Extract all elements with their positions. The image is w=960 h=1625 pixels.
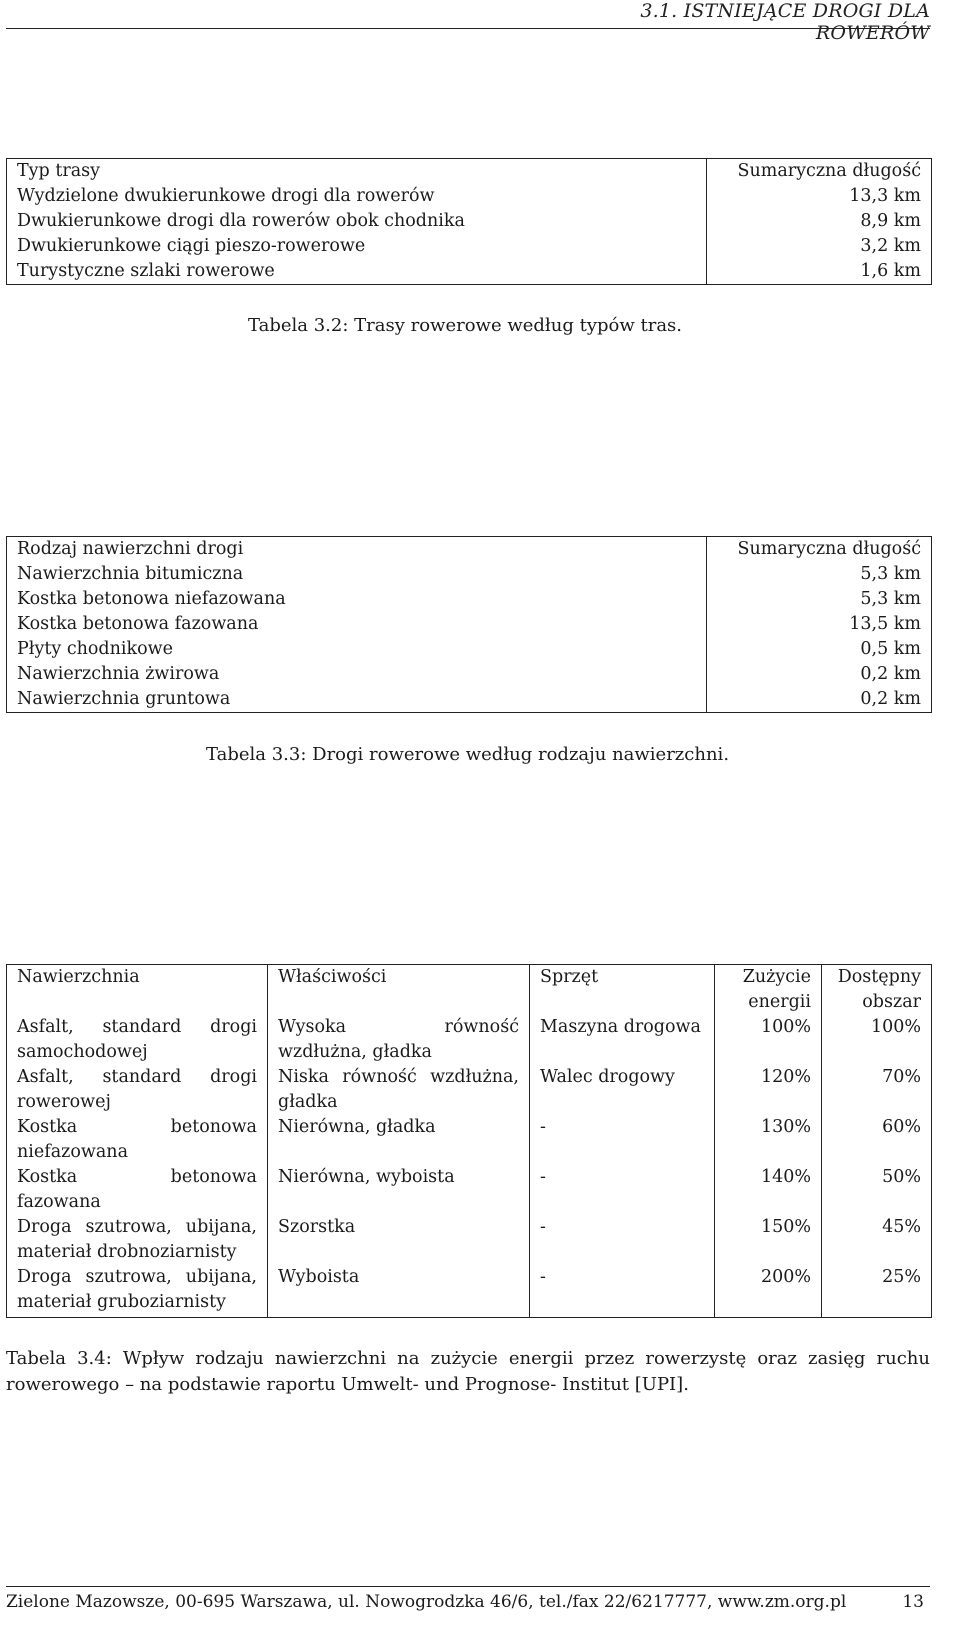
table-header-cell: Sprzęt — [530, 965, 715, 1016]
table-row — [7, 687, 932, 713]
table-cell: - — [530, 1165, 715, 1215]
table-cell: 150% — [715, 1215, 822, 1265]
table-caption: Tabela 3.4: Wpływ rodzaju nawierzchni na zużycie energii przez rowerzystę oraz zasięg ruchu rowerowego – na podstawie raportu Umwelt- und Prognose- Institut [UPI]. — [6, 1348, 930, 1395]
table-cell: 45% — [822, 1215, 932, 1265]
table-cell: 13,3 km — [707, 184, 932, 209]
table-row — [7, 587, 932, 612]
table-caption: Tabela 3.3: Drogi rowerowe według rodzaju nawierzchni. — [206, 744, 730, 765]
table-row — [7, 637, 932, 662]
table-cell: Wyboista — [268, 1265, 530, 1317]
header-rule — [6, 28, 930, 29]
table-cell: Płyty chodnikowe — [7, 637, 707, 662]
table-cell: 50% — [822, 1165, 932, 1215]
table-row — [7, 1065, 932, 1115]
table-cell: Wydzielone dwukierunkowe drogi dla rowerów — [7, 184, 707, 209]
table-cell: 60% — [822, 1115, 932, 1165]
footer-rule — [6, 1586, 930, 1587]
table-cell: 5,3 km — [707, 587, 932, 612]
table-cell: 100% — [822, 1015, 932, 1065]
table-row — [7, 184, 932, 209]
table-cell: Droga szutrowa, ubijana, materiał drobnoziarnisty — [7, 1215, 268, 1265]
table-cell: 25% — [822, 1265, 932, 1317]
table-cell: 0,2 km — [707, 687, 932, 713]
table-cell: Nierówna, gładka — [268, 1115, 530, 1165]
table-cell: Nawierzchnia gruntowa — [7, 687, 707, 713]
table-row — [7, 1165, 932, 1215]
table-cell: 0,2 km — [707, 662, 932, 687]
table-cell: Turystyczne szlaki rowerowe — [7, 259, 707, 285]
table-surface-types — [6, 536, 932, 713]
table-cell: 140% — [715, 1165, 822, 1215]
table-cell: Nierówna, wyboista — [268, 1165, 530, 1215]
table-header-cell: Rodzaj nawierzchni drogi — [7, 537, 707, 563]
table-cell: Szorstka — [268, 1215, 530, 1265]
table-caption: Tabela 3.2: Trasy rowerowe według typów tras. — [248, 315, 683, 336]
table-cell: Kostka betonowa fazowana — [7, 612, 707, 637]
table-cell: Dwukierunkowe drogi dla rowerów obok chodnika — [7, 209, 707, 234]
table-row — [7, 1115, 932, 1165]
table-header-cell: Typ trasy — [7, 159, 707, 185]
table-cell: 0,5 km — [707, 637, 932, 662]
table-header-cell: Właściwości — [268, 965, 530, 1016]
table-cell: - — [530, 1115, 715, 1165]
page-footer — [6, 1592, 930, 1612]
table-row — [7, 562, 932, 587]
table-cell: Droga szutrowa, ubijana, materiał gruboziarnisty — [7, 1265, 268, 1317]
table-header-cell: Sumaryczna długość — [707, 537, 932, 563]
table-energy-use — [6, 964, 932, 1318]
table-cell: Wysoka równość wzdłużna, gładka — [268, 1015, 530, 1065]
footer-text: Zielone Mazowsze, 00-695 Warszawa, ul. Nowogrodzka 46/6, tel./fax 22/6217777, www.zm.org.pl — [6, 1592, 847, 1612]
table-row — [7, 662, 932, 687]
table-row — [7, 1215, 932, 1265]
table-row — [7, 612, 932, 637]
table-header-cell: Zużycie energii — [715, 965, 822, 1016]
running-head: 3.1. ISTNIEJĄCE DROGI DLA ROWERÓW — [640, 0, 930, 44]
table-row — [7, 1265, 932, 1317]
table-cell: 70% — [822, 1065, 932, 1115]
table-row — [7, 209, 932, 234]
table-cell: 5,3 km — [707, 562, 932, 587]
table-row — [7, 259, 932, 285]
table-cell: Kostka betonowa niefazowana — [7, 1115, 268, 1165]
table-row — [7, 234, 932, 259]
table-cell: Dwukierunkowe ciągi pieszo-rowerowe — [7, 234, 707, 259]
table-cell: 13,5 km — [707, 612, 932, 637]
table-cell: 200% — [715, 1265, 822, 1317]
table-cell: Nawierzchnia żwirowa — [7, 662, 707, 687]
table-header-cell: Dostępny obszar — [822, 965, 932, 1016]
table-cell: 100% — [715, 1015, 822, 1065]
table-cell: Asfalt, standard drogi samochodowej — [7, 1015, 268, 1065]
table-route-types — [6, 158, 932, 285]
table-cell: 3,2 km — [707, 234, 932, 259]
table-cell: Nawierzchnia bitumiczna — [7, 562, 707, 587]
table-cell: 120% — [715, 1065, 822, 1115]
table-cell: Kostka betonowa fazowana — [7, 1165, 268, 1215]
table-cell: Maszyna drogowa — [530, 1015, 715, 1065]
table-cell: Walec drogowy — [530, 1065, 715, 1115]
table-header-cell: Nawierzchnia — [7, 965, 268, 1016]
page-number: 13 — [902, 1592, 924, 1612]
table-cell: Kostka betonowa niefazowana — [7, 587, 707, 612]
table-cell: - — [530, 1215, 715, 1265]
table-cell: - — [530, 1265, 715, 1317]
table-cell: 130% — [715, 1115, 822, 1165]
table-row — [7, 1015, 932, 1065]
table-cell: 1,6 km — [707, 259, 932, 285]
table-cell: 8,9 km — [707, 209, 932, 234]
table-header-cell: Sumaryczna długość — [707, 159, 932, 185]
table-cell: Asfalt, standard drogi rowerowej — [7, 1065, 268, 1115]
table-cell: Niska równość wzdłużna, gładka — [268, 1065, 530, 1115]
